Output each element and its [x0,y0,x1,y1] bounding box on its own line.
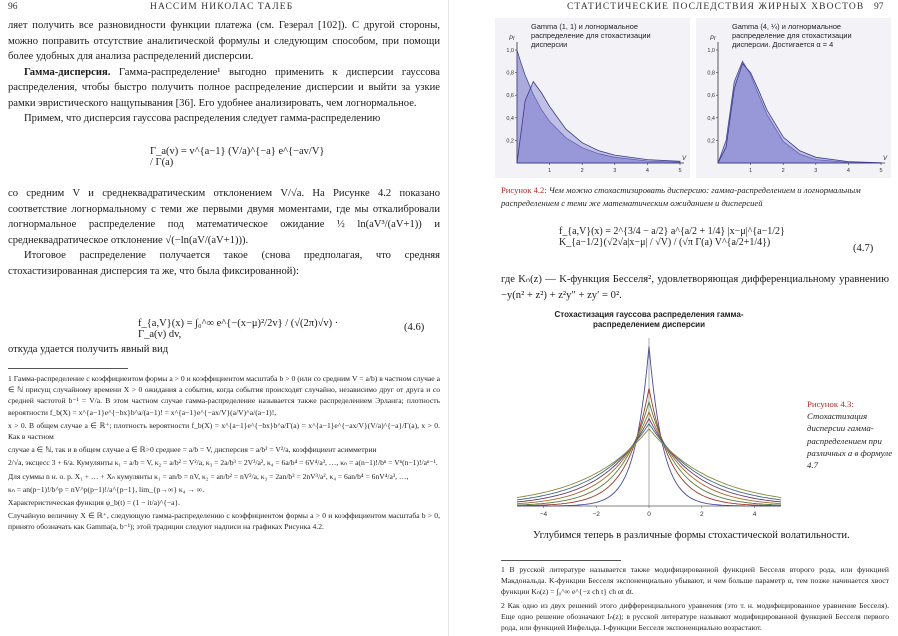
body-text [8,186,440,279]
footnote: x > 0. В общем случае a ∈ ℝ⁺; плотность вероятности f_b(X) = x^{a−1}e^{−bx}b^a/Γ(a) = x^{a−1}e^{−ax/V}(V/a)^{−a}/Γ(a), x > 0. Как в частном [8,420,440,442]
x-tick-label: 3 [814,168,818,174]
x-tick-label: 4 [752,511,757,518]
x-tick-label: 5 [678,168,682,174]
chart-2-svg [696,18,891,178]
series-area [718,64,881,163]
y-tick-label: 0,6 [707,93,715,100]
y-axis-label: Pr [509,36,515,42]
figure-caption: Рисунок 4.2: Чем можно стохастизировать дисперсию: гамма-распределением и логнормальным распределением с теми же математическим ожиданием и дисперсией [501,185,861,208]
y-tick-label: 0,2 [707,138,715,145]
paragraph: где Kₙ(z) — K-функция Бесселя², удовлетворяющая дифференциальному уравнению −y(n² + z²) + z²y″ + zy′ = 0². [501,274,889,301]
footnote: 1 В русской литературе называется также модифицированной функцией Бесселя второго рода, или функцией Макдональда. K-функции Бесселя экспоненциально убывают, и чем больше параметр α, тем позже начинается хвост функции Kₙ(z) = ∫₀^∞ e^{−z ch t} ch αt dt. [501,565,889,597]
x-tick-label: 3 [613,168,617,174]
x-tick-label: −2 [592,511,600,518]
x-tick-label: 4 [645,168,649,174]
y-tick-label: 1,0 [707,48,715,54]
chart-stochastic-gaussian [509,310,789,522]
x-tick-label: 2 [580,168,584,174]
paragraph: со средним V и среднеквадратическим отклонением V/√a. На Рисунке 4.2 показано соответствие логнормальному с теми же первыми двумя моментами, где мы откалибровали логнормальное распределение под математическое ожидание ½ ln(aV³/(aV+1)) и среднеквадратическое отклонение √(−ln(aV/(aV+1))). [8,188,440,246]
footnote-rule [8,368,128,369]
x-tick-label: 1 [548,168,552,174]
x-tick-label: 1 [749,168,753,174]
formula-fav: f_{a,V}(x) = ∫₀^∞ e^{−(x−μ)²/2v} / (√(2π)√v) · Γ_a(v) dv, [138,318,339,340]
chart-gamma-4-quarter [696,18,891,178]
footnotes [8,373,440,535]
chart-1-svg [495,18,690,178]
y-tick-label: 0,4 [707,115,715,122]
footnote: 2/√a, эксцесс 3 + 6/a. Кумулянты κ₁ = a/b = V, κ₂ = a/b² = V²/a, κ₃ = 2a/b³ = 2V³/a², κ₄ = 6a/b⁴ = 6V⁴/a³, …, κₙ = a(n−1)!/bⁿ = Vⁿ(n−1)!/aⁿ⁻¹. [8,458,438,468]
body-text [533,528,873,544]
footnote-rule [501,560,621,561]
x-tick-label: −4 [539,511,548,518]
y-tick-label: 0,8 [506,70,514,77]
formula-4-7: f_{a,V}(x) = 2^{3/4 − a/2} a^{a/2 + 1/4} |x−μ|^{a−1/2} K_{a−1/2}(√2√a|x−μ| / √V) / (√π Γ(a) V^{a/2+1/4}) [559,226,785,248]
figure-label: Рисунок 4.2: [501,185,547,195]
x-tick-label: 0 [647,511,651,518]
x-tick-label: 2 [781,168,785,174]
equation-number: (4.7) [853,243,874,254]
footnote: Для суммы n н. о. р. X₁ + … + Xₙ кумулянты κ₁ = an/b = nV, κ₂ = an/b² = nV²/a, κ₃ = 2an/b³ = 2nV³/a², κ₄ = 6an/b⁴ = 6nV⁴/a³, …, [8,471,409,481]
series-area [517,82,680,163]
body-text [8,18,440,127]
page-number: 96 [8,2,18,12]
body-text [8,342,440,358]
paragraph: Примем, что дисперсия гауссова распределения следует гамма-распределению [24,113,381,124]
footnotes [501,564,889,635]
body-text [501,272,889,303]
figure-caption: Рисунок 4.3: Стохастизация дисперсии гамма-распределением при различных a в формуле 4.7 [807,399,893,471]
footnote: Случайную величину X ∈ ℝ⁺, следующую гамма-распределению с коэффициентом формы a > 0 и коэффициентом масштаба b > 0, принято обозначать как Gamma(a, b⁻¹); этой традиции следуют надписи на графиках Рисунка 4.2. [8,511,440,532]
chart-title: Стохастизация гауссова распределения гамма-распределением дисперсии [554,310,744,329]
y-axis-label: Pr [710,36,716,42]
y-tick-label: 0,6 [506,93,514,100]
x-axis-label: V [883,156,888,162]
x-tick-label: 4 [846,168,850,174]
paragraph: ляет получить все разновидности функции платежа (см. Гезерал [102]). С другой стороны, можно поправить отсутствие аналитической формулы и следующим способом, при помощи более удобных для анализа распределений дисперсии. [8,20,440,62]
y-tick-label: 1,0 [506,48,514,54]
formula-gamma: Γ_a(v) = v^{a−1} (V/a)^{−a} e^{−av/V} / Γ(a) [150,146,325,168]
x-axis-label: V [682,156,687,162]
footnote: κₙ = an(p−1)!/b^p = nV^p(p−1)!/a^{p−1}, lim_{p→∞} κ₄ → ∞. [8,484,205,494]
running-head: НАССИМ НИКОЛАС ТАЛЕБ [150,2,294,12]
paragraph: Углубимся теперь в различные формы стохастической волатильности. [533,530,850,541]
footnote: 1 Гамма-распределение с коэффициентом формы a > 0 и коэффициентом масштаба b > 0 (или со средним V = a/b) в частном случае a ∈ ℕ присущ случайному времени X > 0 ожидания a события, когда события происходят случайно, независимо друг от друга и со средней частотой b⁻¹ = V/a. В этом частном случае гамма-распределение называется также распределением Эрланга; плотность вероятности f_b(X) = x^{a−1}e^{−bx}b^a/(a−1)! = x^{a−1}e^{−ax/V}(a/V)^a/(a−1)!, [8,374,440,417]
chart-title: Gamma (4, ¼) и логнормальное распределение для стохастизации дисперсии. Достигается α = 4 [732,22,852,49]
run-in-heading: Гамма-дисперсия. [24,66,111,78]
chart-3-svg [509,310,789,522]
x-tick-label: 2 [699,511,704,518]
paragraph: Итоговое распределение получается такое (снова предполагая, что средняя стохастизированная дисперсия та же, что была фиксированной): [8,250,440,277]
y-tick-label: 0,2 [506,138,514,145]
right-page [449,0,898,636]
paragraph: Гамма-дисперсия. Гамма-распределение¹ выгодно применить к дисперсии гауссова распределения, чтобы быстро получить полное распределение дисперсии и выйти за узкие рамки эвристического нащупывания [36]. Его удобнее анализировать, чем логнормальное. [8,66,440,109]
page-number: 97 [874,2,884,12]
running-head: СТАТИСТИЧЕСКИЕ ПОСЛЕДСТВИЯ ЖИРНЫХ ХВОСТОВ [567,2,865,12]
chart-title: Gamma (1, 1) и логнормальное распределение для стохастизации дисперсии [531,22,651,49]
equation-number: (4.6) [404,322,425,333]
chart-gamma-1-1 [495,18,690,178]
footnote: случае a ∈ ℕ, так и в общем случае a ∈ ℝ>0 среднее = a/b = V, дисперсия = a/b² = V²/a, коэффициент асимметрии [8,445,377,455]
x-tick-label: 5 [879,168,883,174]
paragraph: откуда удается получить явный вид [8,344,169,355]
y-tick-label: 0,8 [707,70,715,77]
y-tick-label: 0,4 [506,115,514,122]
footnote: 2 Как одно из двух решений этого дифференциального уравнения (это т. н. модифицированное уравнение Бесселя). Еще одно решение обозначают Iₙ(z); в русской литературе называют модифицированной функцией Бесселя первого рода, или функцией Инфельда. I-функции Бесселя экспоненциально возрастают. [501,600,889,633]
figure-label: Рисунок 4.3: [807,399,854,409]
footnote: Характеристическая функция φ_b(t) = (1 − it/a)^{−a}. [8,498,181,508]
